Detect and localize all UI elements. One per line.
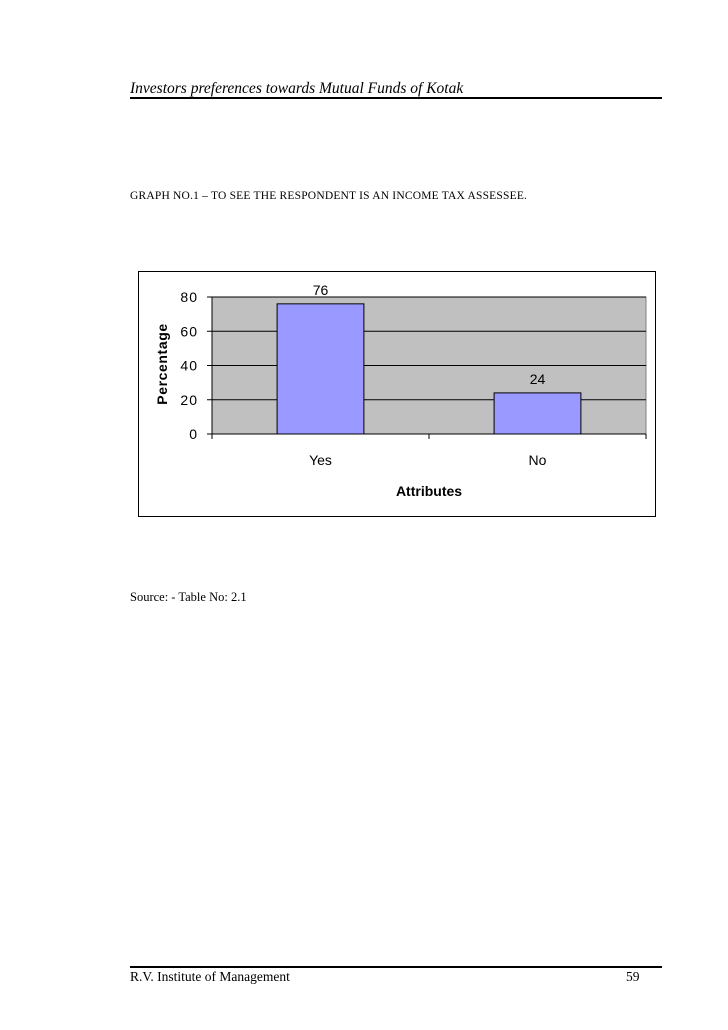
footer-institution: R.V. Institute of Management <box>130 969 290 984</box>
x-tick-label-no: No <box>528 452 547 468</box>
data-label-no: 24 <box>529 370 546 387</box>
x-tick-label-yes: Yes <box>309 452 332 468</box>
data-label-yes: 76 <box>312 281 329 298</box>
x-axis-title: Attributes <box>395 483 463 499</box>
graph-caption: GRAPH NO.1 – TO SEE THE RESPONDENT IS AN INCOME TAX ASSESSEE. <box>130 190 528 202</box>
y-tick-label-60: 60 <box>180 323 198 340</box>
y-tick-label-40: 40 <box>180 357 198 374</box>
running-header-title: Investors preferences towards Mutual Funds of Kotak <box>130 80 464 97</box>
bar-yes <box>277 304 364 434</box>
y-tick-label-20: 20 <box>180 391 198 408</box>
source-note: Source: - Table No: 2.1 <box>130 590 247 604</box>
footer-rule <box>130 966 662 968</box>
page-number: 59 <box>626 969 640 984</box>
y-axis-title: Percentage <box>154 323 170 405</box>
y-tick-label-80: 80 <box>180 289 198 305</box>
y-tick-label-0: 0 <box>189 426 198 442</box>
bar-no <box>494 393 581 434</box>
